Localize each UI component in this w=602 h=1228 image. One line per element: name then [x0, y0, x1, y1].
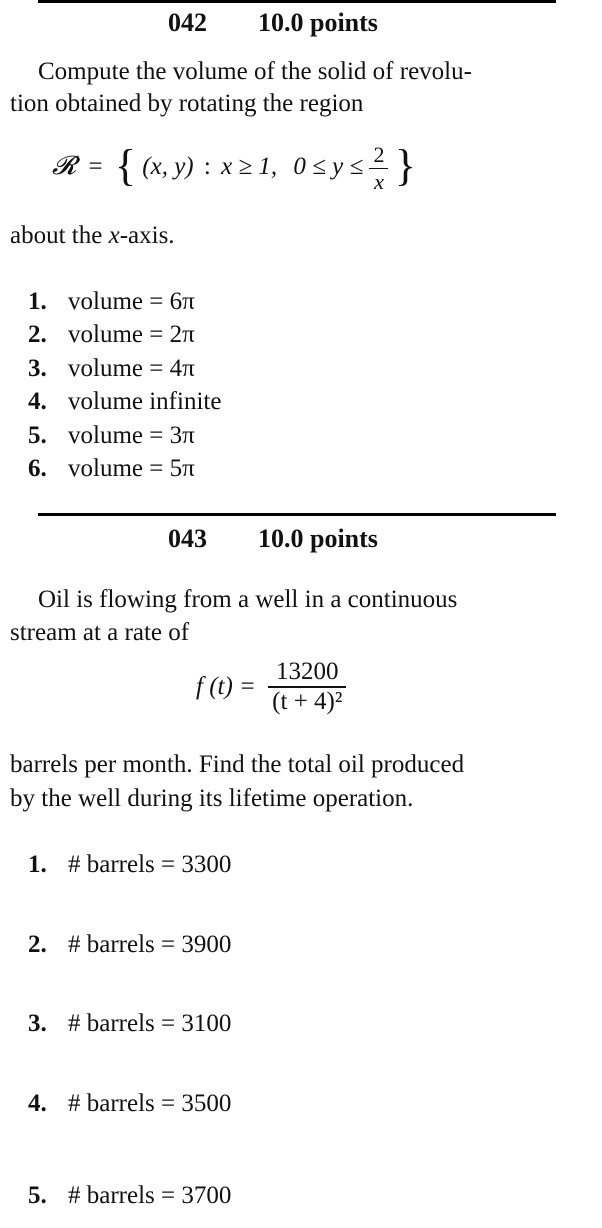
q042-prompt-line1: Compute the volume of the solid of revolu-: [38, 58, 472, 85]
q043-choice-3[interactable]: 3. # barrels = 3100: [28, 1010, 232, 1037]
q042-after-text: about the x-axis.: [10, 222, 175, 249]
q043-prompt-line1: Oil is flowing from a well in a continuous: [38, 586, 458, 613]
q043-points: 10.0 points: [258, 524, 378, 553]
region-symbol: 𝓡: [52, 151, 77, 180]
q043-number: 043: [168, 524, 207, 553]
fraction-2-over-x: $\frac{2}{x}$: [369, 142, 388, 196]
fraction-13200: $\frac{13200}{\text{(t + 4)²}}$: [268, 658, 346, 716]
q042-choice-6[interactable]: 6. volume = 5π: [28, 455, 195, 482]
q043-rate-formula: f (t) = $\frac{13200}{\text{(t + 4)²}}$: [196, 658, 346, 716]
q042-region-formula: 𝓡 = { (x, y) : x ≥ 1, 0 ≤ y ≤ $\frac{2}{x}$ }: [52, 141, 416, 195]
q042-choice-5[interactable]: 5. volume = 3π: [28, 422, 195, 449]
q043-choice-5[interactable]: 5. # barrels = 3700: [28, 1182, 232, 1209]
q042-choice-3[interactable]: 3. volume = 4π: [28, 355, 195, 382]
q042-number: 042: [168, 8, 207, 37]
q043-after-line1: barrels per month. Find the total oil produced: [10, 751, 465, 778]
q042-choice-4[interactable]: 4. volume infinite: [28, 388, 222, 415]
q042-points: 10.0 points: [258, 8, 378, 37]
top-rule: [38, 0, 556, 3]
q042-choice-2[interactable]: 2. volume = 2π: [28, 321, 195, 348]
q043-choice-4[interactable]: 4. # barrels = 3500: [28, 1090, 232, 1117]
q042-prompt-line2: tion obtained by rotating the region: [10, 90, 364, 117]
q043-choice-2[interactable]: 2. # barrels = 3900: [28, 931, 232, 958]
q042-choice-1[interactable]: 1. volume = 6π: [28, 288, 195, 315]
q043-choice-1[interactable]: 1. # barrels = 3300: [28, 851, 232, 878]
section-divider: [38, 513, 556, 516]
q043-after-line2: by the well during its lifetime operation.: [10, 785, 414, 812]
q043-prompt-line2: stream at a rate of: [10, 619, 190, 646]
